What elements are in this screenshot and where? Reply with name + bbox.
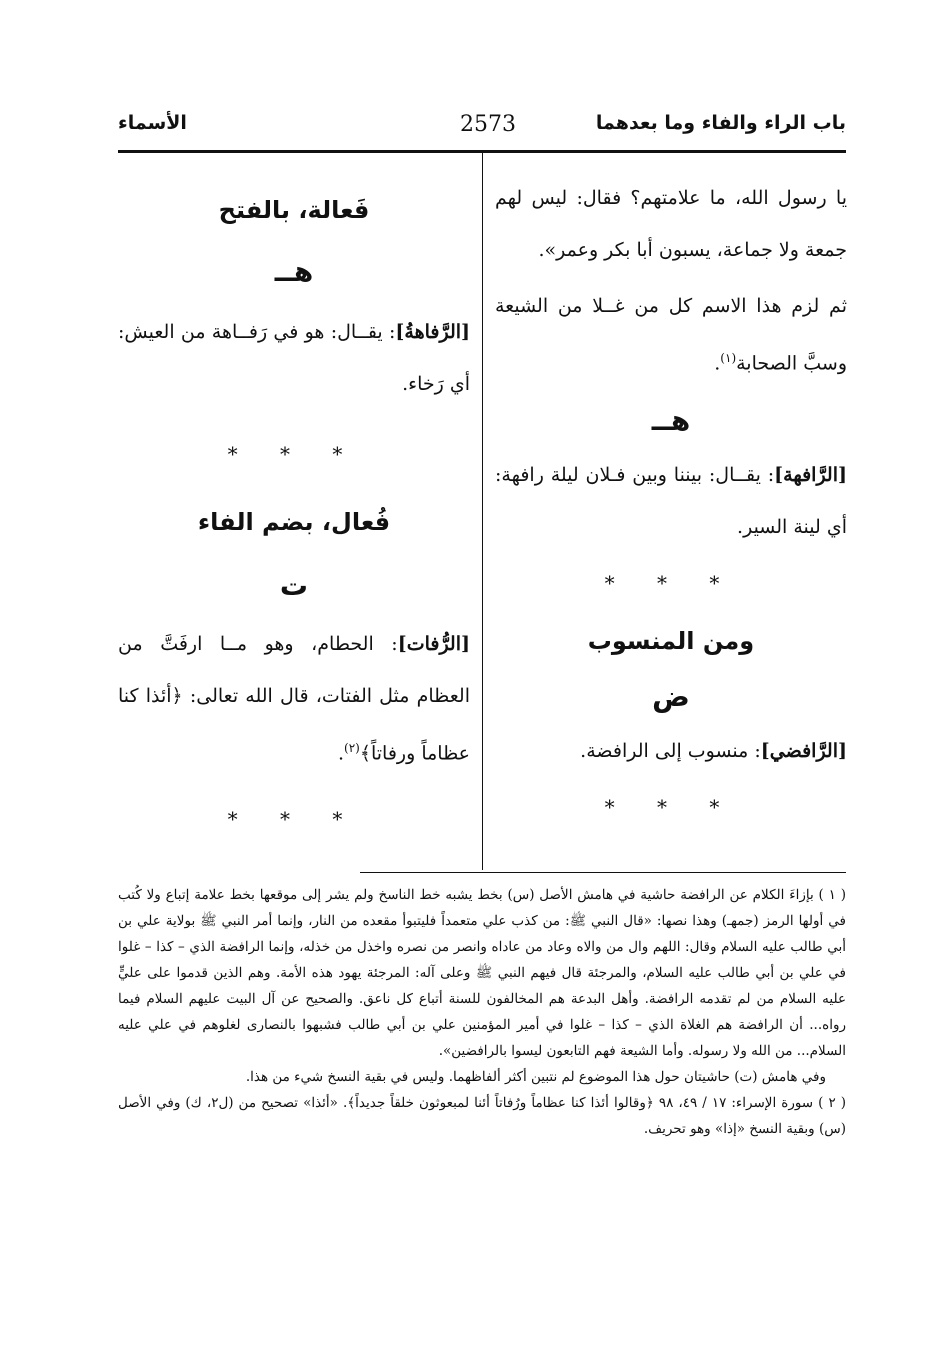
footnote-1: ( ١ ) بإزاءَ الكلام عن الرافضة حاشية في هامش الأصل (س) بخط يشبه خط الناسخ ولم يشر إلى موقعها بخط علامة إتباع ولا كُتب في أولها الرمز (جمهـ) وهذا نصها: «قال النبي ﷺ: من كذب علي متعمداً فليتبوأ مقعده من النار، وإنما أمر النبي ﷺ بولاية علي بن أبي طالب عليه السلام وقال: اللهم وال من والاه وعاد من عاداه وانصر من نصره واخذل من خذله، وإنما الرافضة الذي – كذا – غلوا في علي بن أبي طالب عليه السلام، والمرجئة قال فيهم النبي ﷺ وعلى آله: المرجئة يهود هذه الأمة. وهم الذين قدموا على عليٍّ عليه السلام من لم تقدمه الرافضة. وأهل البدعة هم المخالفون للسنة أتباع كل ناعق. والصحيح عن آل البيت عليهم السلام فيما رواه... أن الرافضة هم الغلاة الذي – كذا – غلوا في أمير المؤمنين علي بن أبي طالب فشبهوا بالنصارى لغلوهم في علي عليه السلام... من الله ولا رسوله. وأما الشيعة فهم التابعون ليسوا بالرافضين».: [118, 887, 847, 1059]
entry-term: [الرُّفات]: [397, 633, 470, 655]
footnote-rule: [360, 872, 846, 873]
footnote-ref: (١): [720, 351, 737, 365]
paragraph-end: .: [714, 352, 721, 375]
entry-end: .: [337, 742, 345, 765]
section-title: الأسماء: [118, 112, 187, 134]
entry-term: [الرَّفاهةُ]: [395, 321, 470, 343]
section-heading: فُعال، بضم الفاء: [197, 508, 391, 536]
dictionary-entry: [495, 449, 847, 553]
section-separator: * * *: [604, 571, 738, 596]
column-divider: [482, 152, 483, 870]
paragraph: يا رسول الله، ما علامتهم؟ فقال: ليس لهم جمعة ولا جماعة، يسبون أبا بكر وعمر».: [495, 187, 847, 261]
right-column: [495, 172, 847, 837]
section-separator: * * *: [227, 807, 361, 832]
entry-text: : يقــال: هو في رَفــاهة من العيش: أي رَخاء.: [118, 321, 470, 395]
letter-heading: هــ: [274, 255, 314, 288]
entry-term: [الرَّافضي]: [760, 740, 847, 763]
page-number: 2573: [460, 112, 516, 137]
paragraph-text: ثم لزم هذا الاسم كل من غــلا من الشيعة وسبَّ الصحابة: [495, 295, 847, 375]
letter-heading: هــ: [651, 404, 691, 438]
letter-heading: ض: [652, 680, 690, 714]
entry-text: : منسوب إلى الرافضة.: [580, 740, 761, 763]
section-heading: ومن المنسوب: [587, 627, 755, 656]
footnotes: [118, 882, 846, 1142]
footnote-2: ( ٢ ) سورة الإسراء: ١٧ / ٤٩، ٩٨ ﴿وقالوا أئذا كنا عظاماً ورُفاتاً أئنا لمبعوثون خلقاً جديداً﴾. «أئذا» تصحيح من (ل٢، ك) وفي الأصل (س) وبقية النسخ «إذا» وهو تحريف.: [118, 1095, 846, 1137]
section-separator: * * *: [227, 442, 361, 466]
paragraph: [495, 280, 847, 389]
left-column: [118, 172, 470, 849]
section-separator: * * *: [604, 795, 738, 820]
dictionary-entry: [495, 725, 847, 777]
footnote-1-note: وفي هامش (ت) حاشيتان حول هذا الموضوع لم نتبين أكثر ألفاظهما. وليس في بقية النسخ شيء من هذا.: [245, 1069, 826, 1085]
section-heading: فَعالة، بالفتح: [218, 196, 370, 224]
chapter-title: باب الراء والفاء وما بعدهما: [595, 112, 846, 134]
entry-text: : الحطام، وهو مــا ارفَتَّ من العظام مثل الفتات، قال الله تعالى: ﴿أئذا كنا عظاماً ورفاتاً﴾: [118, 633, 470, 765]
dictionary-entry: [118, 618, 470, 779]
dictionary-entry: [118, 306, 470, 410]
entry-term: [الرَّافهة]: [774, 464, 847, 487]
footnote-ref: (٢): [344, 741, 360, 755]
page-header: [118, 112, 846, 152]
entry-text: : يقــال: بيننا وبين فـلان ليلة رافهة: أي لينة السير.: [495, 464, 847, 539]
letter-heading: ت: [279, 569, 309, 602]
